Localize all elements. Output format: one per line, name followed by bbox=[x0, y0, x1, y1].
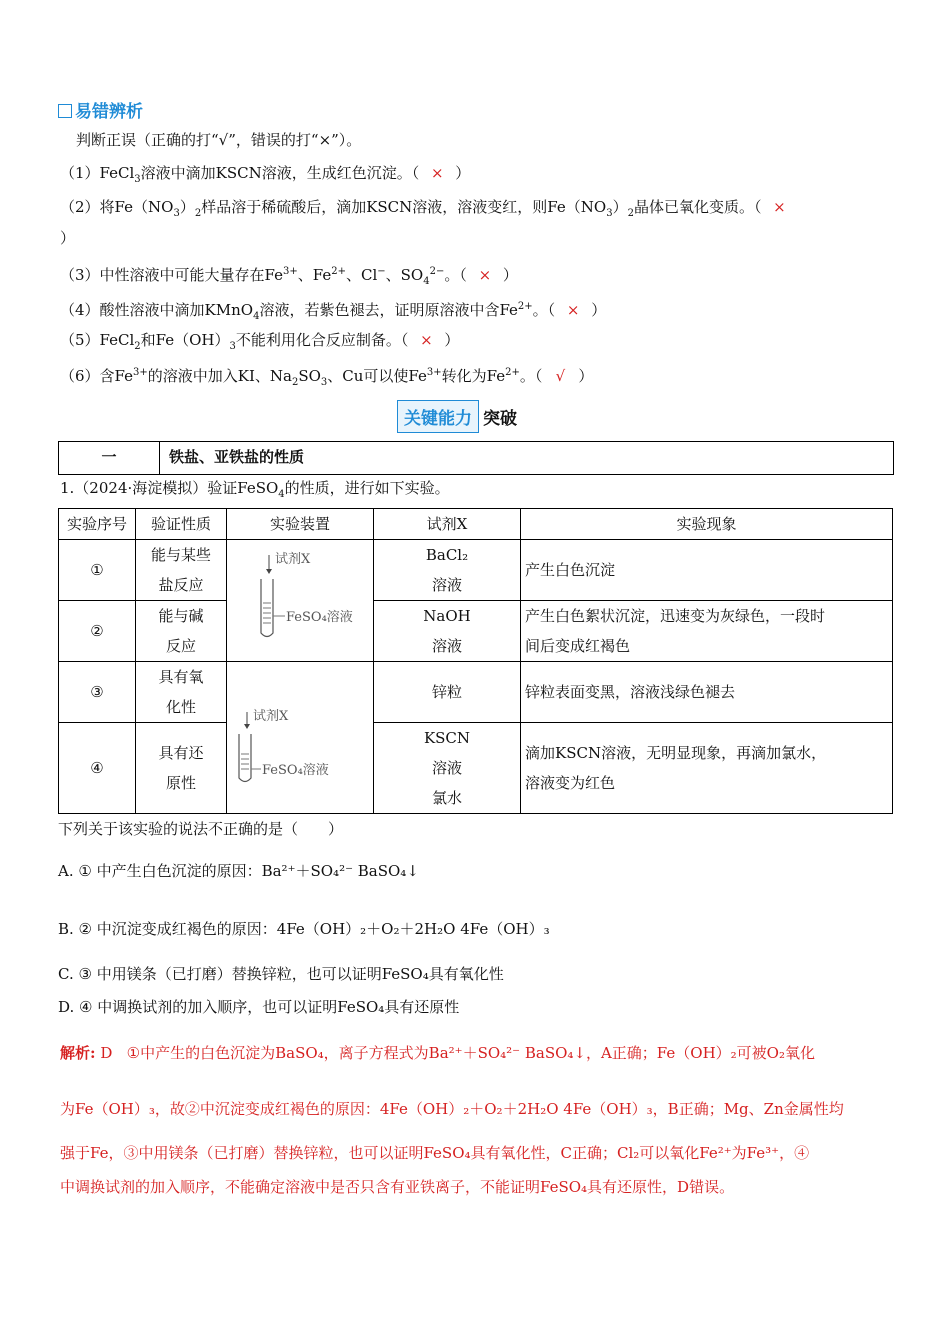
option-c[interactable]: C. ③ 中用镁条（已打磨）替换锌粒，也可以证明FeSO₄具有氧化性 bbox=[58, 965, 504, 983]
topic-title: 铁盐、亚铁盐的性质 bbox=[169, 448, 305, 466]
test-tube-diagram bbox=[235, 541, 365, 651]
row-number: ① bbox=[59, 540, 136, 601]
option-b[interactable]: B. ② 中沉淀变成红褐色的原因：4Fe（OH）₂＋O₂＋2H₂O 4Fe（OH）₃ bbox=[58, 920, 550, 938]
col-header: 试剂X bbox=[374, 509, 521, 540]
checkbox-icon bbox=[58, 104, 72, 118]
solution-label: FeSO₄溶液 bbox=[262, 762, 329, 778]
table-header-row bbox=[59, 509, 893, 540]
judgment-mark: × bbox=[420, 331, 433, 349]
topic-header bbox=[58, 441, 894, 475]
judgment-mark: × bbox=[566, 301, 580, 319]
table-row: ① 能与某些 盐反应 试剂X FeSO₄溶液 BaCl₂ 溶液 产生白色沉淀 bbox=[59, 540, 893, 601]
answer: D bbox=[100, 1044, 113, 1062]
explanation-line-1: 解析: D ①中产生的白色沉淀为BaSO₄，离子方程式为Ba²⁺＋SO₄²⁻ BaSO₄↓，A正确；Fe（OH）₂可被O₂氧化 bbox=[60, 1044, 815, 1062]
reagent-label: 试剂X bbox=[253, 708, 289, 724]
judgment-mark: × bbox=[773, 198, 786, 216]
table-row: ④ 具有还 原性 KSCN 溶液 氯水 滴加KSCN溶液，无明显现象，再滴加氯水， 溶液变为红色 bbox=[59, 723, 893, 814]
option-a[interactable]: A. ① 中产生白色沉淀的原因：Ba²⁺＋SO₄²⁻ BaSO₄↓ bbox=[58, 862, 419, 880]
section-heading bbox=[58, 97, 143, 122]
section-title: 易错辨析 bbox=[75, 102, 143, 122]
question-ask: 下列关于该实验的说法不正确的是（ ） bbox=[58, 820, 344, 838]
topic-number: 一 bbox=[59, 442, 160, 474]
explanation-line-2: 为Fe（OH）₃，故②中沉淀变成红褐色的原因：4Fe（OH）₂＋O₂＋2H₂O 4Fe（OH）₃，B正确；Mg、Zn金属性均 bbox=[60, 1100, 844, 1118]
explanation-line-4: 中调换试剂的加入顺序，不能确定溶液中是否只含有亚铁离子，不能证明FeSO₄具有还原性，D错误。 bbox=[60, 1178, 735, 1196]
judgment-2: （2）将$Fe(NO_3)_2$样品溶于稀硫酸后，滴加KSCN溶液，溶液变红，则$Fe(NO_3)_2$晶体已氧化变质。（ × bbox=[60, 197, 797, 224]
row-number: ④ bbox=[59, 723, 136, 814]
row-number: ② bbox=[59, 601, 136, 662]
judgment-1: （1）FeCl$_3$溶液中滴加KSCN溶液，生成红色沉淀。（ × ） bbox=[60, 164, 471, 185]
banner-part2: 突破 bbox=[483, 409, 517, 429]
col-header: 实验现象 bbox=[521, 509, 893, 540]
row-number: ③ bbox=[59, 662, 136, 723]
explanation-label: 解析: bbox=[60, 1044, 96, 1062]
judgment-mark: × bbox=[430, 164, 444, 182]
banner-part1: 关键能力 bbox=[397, 400, 479, 433]
judgment-mark: √ bbox=[555, 367, 566, 385]
table-row: ② 能与碱 反应 NaOH 溶液 产生白色絮状沉淀，迅速变为灰绿色，一段时 间后变成红褐色 bbox=[59, 601, 893, 662]
key-ability-banner bbox=[397, 400, 521, 432]
judgment-mark: × bbox=[478, 266, 492, 284]
intro-text: 判断正误（正确的打“√”，错误的打“×”）。 bbox=[76, 131, 362, 149]
reagent-label: 试剂X bbox=[275, 551, 311, 567]
col-header: 实验序号 bbox=[59, 509, 136, 540]
apparatus-cell-1 bbox=[227, 540, 374, 662]
judgment-6: （6）含$Fe^{3+}$的溶液中加入KI、$Na_2SO_3$、Cu可以使$Fe^{3+}$转化为$Fe^{2+}$。（ √ ） bbox=[60, 367, 594, 388]
judgment-5: （5）FeCl$_2$和$Fe(OH)_3$不能利用化合反应制备。（ × ） bbox=[60, 331, 460, 352]
judgment-3: （3）中性溶液中可能大量存在$Fe^{3+}$、$Fe^{2+}$、Cl−、$SO_4^{2-}$。（ × ） bbox=[60, 266, 518, 287]
table-row: ③ 具有氧 化性 试剂X FeSO₄溶液 锌粒 锌粒表面变黑，溶液浅绿色褪去 bbox=[59, 662, 893, 723]
apparatus-cell-2 bbox=[227, 662, 374, 814]
judgment-2-end: ） bbox=[60, 229, 76, 247]
experiment-table bbox=[58, 508, 893, 814]
option-d[interactable]: D. ④ 中调换试剂的加入顺序，也可以证明FeSO₄具有还原性 bbox=[58, 998, 460, 1016]
explanation-line-3: 强于Fe，③中用镁条（已打磨）替换锌粒，也可以证明FeSO₄具有氧化性，C正确；Cl₂可以氧化Fe²⁺为Fe³⁺，④ bbox=[60, 1144, 810, 1162]
col-header: 验证性质 bbox=[136, 509, 227, 540]
solution-label: FeSO₄溶液 bbox=[286, 609, 353, 625]
question-stem: 1.（2024·海淀模拟）验证FeSO$_4$的性质，进行如下实验。 bbox=[60, 479, 450, 500]
test-tube-diagram bbox=[235, 678, 365, 788]
judgment-4: （4）酸性溶液中滴加KMnO$_4$溶液，若紫色褪去，证明原溶液中含$Fe^{2+}$。（ × ） bbox=[60, 301, 607, 322]
col-header: 实验装置 bbox=[227, 509, 374, 540]
